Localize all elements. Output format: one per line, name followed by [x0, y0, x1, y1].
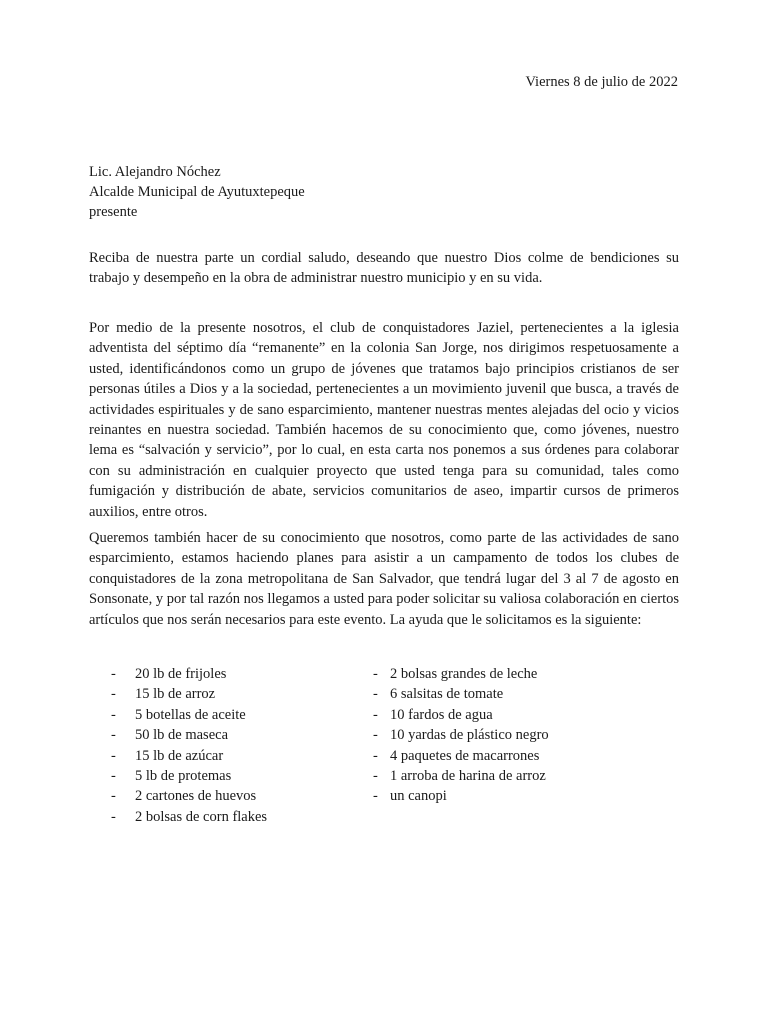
- list-bullet: -: [373, 727, 378, 744]
- recipient-block: [89, 162, 305, 222]
- list-bullet: -: [373, 666, 378, 682]
- letter-date: Viernes 8 de julio de 2022: [525, 74, 678, 90]
- list-bullet: -: [373, 768, 378, 785]
- supply-list-item: [373, 725, 549, 745]
- supply-item-text: 50 lb de maseca: [135, 727, 229, 744]
- supply-list-item: [373, 705, 549, 725]
- supply-item-text: 5 botellas de aceite: [135, 706, 246, 723]
- supply-list-item: [373, 746, 549, 766]
- supply-list-item: [111, 807, 267, 827]
- supply-item-text: 10 yardas de plástico negro: [390, 727, 549, 744]
- supply-list-left: [111, 664, 267, 827]
- list-bullet: -: [111, 686, 116, 703]
- supply-list-item: [111, 725, 267, 745]
- supply-item-text: 2 cartones de huevos: [135, 788, 257, 805]
- paragraph-greeting: Reciba de nuestra parte un cordial saludo, deseando que nuestro Dios colme de bendiciones su trabajo y desempeño en la obra de administrar nuestro municipio y en su vida.: [89, 250, 679, 287]
- supply-list-right: [373, 664, 549, 807]
- supply-item-text: 4 paquetes de macarrones: [390, 747, 540, 764]
- supply-item-text: 5 lb de protemas: [135, 768, 232, 785]
- supply-item-text: 2 bolsas de corn flakes: [135, 808, 268, 825]
- supply-list-item: [373, 766, 549, 786]
- list-bullet: -: [111, 666, 116, 682]
- list-bullet: -: [373, 788, 378, 805]
- recipient-greeting: presente: [89, 204, 138, 220]
- supply-list-item: [111, 705, 267, 725]
- supply-item-text: 15 lb de arroz: [135, 686, 216, 703]
- list-bullet: -: [111, 706, 116, 723]
- supply-list-item: [111, 786, 267, 806]
- supply-list-item: [373, 684, 549, 704]
- list-bullet: -: [111, 788, 116, 805]
- paragraph-introduction: Por medio de la presente nosotros, el club de conquistadores Jaziel, pertenecientes a la iglesia adventista del séptimo día “remanente” en la colonia San Jorge, nos dirigimos respetuosamente a usted, identificándonos como un grupo de jóvenes que tratamos bajo principios cristianos de ser personas útiles a Dios y a la sociedad, pertenecientes a un movimiento juvenil que busca, a través de actividades espirituales y de sano esparcimiento, mantener nuestras mentes alejadas del ocio y vicios reinantes en nuestra sociedad. También hacemos de su conocimiento que, como jóvenes, nuestro lema es “salvación y servicio”, por lo cual, en esta carta nos ponemos a sus órdenes para colaborar con su administración en cualquier proyecto que usted tenga para su comunidad, tales como fumigación y distribución de abate, servicios comunitarios de aseo, impartir cursos de primeros auxilios, entre otros.: [89, 320, 679, 520]
- supply-list-item: [111, 746, 267, 766]
- list-bullet: -: [373, 686, 378, 703]
- paragraph-request: Queremos también hacer de su conocimiento que nosotros, como parte de las actividades de sano esparcimiento, estamos haciendo planes para asistir a un campamento de todos los clubes de conquistadores de la zona metropolitana de San Salvador, que tendrá lugar del 3 al 7 de agosto en Sonsonate, y por tal razón nos llegamos a usted para poder solicitar su valiosa colaboración en ciertos artículos que nos serán necesarios para este evento. La ayuda que le solicitamos es la siguiente:: [89, 530, 679, 628]
- supply-list-item: [373, 786, 549, 806]
- supply-item-text: 6 salsitas de tomate: [390, 686, 504, 703]
- recipient-title: Alcalde Municipal de Ayutuxtepeque: [89, 184, 305, 200]
- supply-item-text: un canopi: [390, 788, 447, 805]
- supply-item-text: 10 fardos de agua: [390, 706, 493, 723]
- supply-list-item: [111, 684, 267, 704]
- list-bullet: -: [373, 747, 378, 764]
- list-bullet: -: [111, 808, 116, 825]
- supply-list-item: [111, 766, 267, 786]
- supply-list-item: [111, 664, 267, 684]
- supply-item-text: 15 lb de azúcar: [135, 747, 224, 764]
- list-bullet: -: [111, 768, 116, 785]
- supply-list-item: [373, 664, 549, 684]
- list-bullet: -: [111, 747, 116, 764]
- recipient-name: Lic. Alejandro Nóchez: [89, 164, 221, 180]
- supply-item-text: 2 bolsas grandes de leche: [390, 666, 538, 682]
- list-bullet: -: [373, 706, 378, 723]
- list-bullet: -: [111, 727, 116, 744]
- supply-item-text: 1 arroba de harina de arroz: [390, 768, 546, 785]
- supply-item-text: 20 lb de frijoles: [135, 666, 227, 682]
